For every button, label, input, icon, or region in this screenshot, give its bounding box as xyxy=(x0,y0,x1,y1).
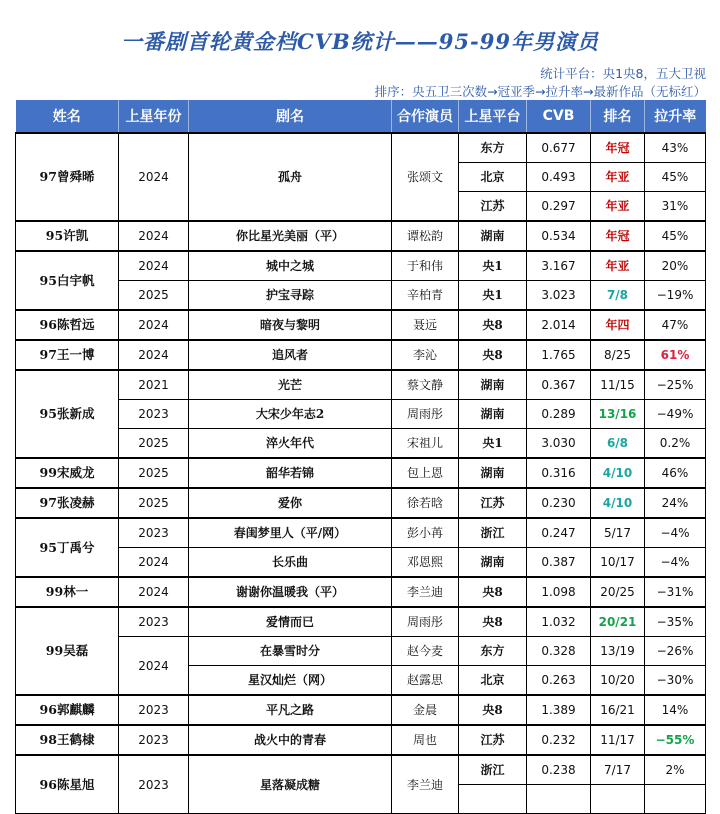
rank-cell: 年冠 xyxy=(591,133,645,163)
table-row xyxy=(16,488,706,518)
rank-cell: 20/21 xyxy=(591,607,645,637)
lift-cell: 45% xyxy=(645,221,706,251)
drama-cell: 追风者 xyxy=(189,340,392,370)
cvb-cell: 3.023 xyxy=(527,281,591,311)
rank-cell: 13/16 xyxy=(591,400,645,429)
header-rank: 排名 xyxy=(591,100,645,133)
cvb-cell: 0.328 xyxy=(527,637,591,666)
platform-cell: 东方 xyxy=(459,637,527,666)
year-cell: 2024 xyxy=(119,133,189,221)
actor-name-cell: 96陈哲远 xyxy=(16,310,119,340)
header-cvb: CVB xyxy=(527,100,591,133)
cvb-cell: 0.247 xyxy=(527,518,591,548)
rank-cell: 6/8 xyxy=(591,429,645,459)
platform-cell: 央1 xyxy=(459,281,527,311)
year-cell: 2024 xyxy=(119,548,189,578)
cvb-cell: 0.534 xyxy=(527,221,591,251)
rank-cell xyxy=(591,785,645,814)
actor-name-cell: 99宋威龙 xyxy=(16,458,119,488)
platform-cell: 湖南 xyxy=(459,400,527,429)
rank-cell: 年冠 xyxy=(591,221,645,251)
cvb-cell: 0.263 xyxy=(527,666,591,696)
cvb-cell: 2.014 xyxy=(527,310,591,340)
platform-cell xyxy=(459,785,527,814)
lift-cell: −35% xyxy=(645,607,706,637)
drama-cell: 暗夜与黎明 xyxy=(189,310,392,340)
rank-cell: 7/8 xyxy=(591,281,645,311)
rank-cell: 10/20 xyxy=(591,666,645,696)
platform-cell: 北京 xyxy=(459,666,527,696)
header-platform: 上星平台 xyxy=(459,100,527,133)
cvb-cell: 0.493 xyxy=(527,163,591,192)
lift-cell: −4% xyxy=(645,548,706,578)
rank-cell: 10/17 xyxy=(591,548,645,578)
lift-cell: −49% xyxy=(645,400,706,429)
lift-cell: 45% xyxy=(645,163,706,192)
cvb-cell xyxy=(527,785,591,814)
costar-cell: 蔡文静 xyxy=(392,370,459,400)
table-row xyxy=(16,251,706,281)
platform-cell: 江苏 xyxy=(459,192,527,222)
lift-cell: −30% xyxy=(645,666,706,696)
year-cell: 2024 xyxy=(119,340,189,370)
page-title: 一番剧首轮黄金档CVB统计——95-99年男演员 xyxy=(121,29,599,54)
drama-cell: 爱你 xyxy=(189,488,392,518)
cvb-cell: 1.389 xyxy=(527,695,591,725)
drama-cell: 光芒 xyxy=(189,370,392,400)
costar-cell: 周雨彤 xyxy=(392,400,459,429)
table-row xyxy=(16,429,706,459)
year-cell: 2024 xyxy=(119,637,189,696)
drama-cell: 韶华若锦 xyxy=(189,458,392,488)
subtitle-sorting: 排序：央五卫三次数→冠亚季→拉升率→最新作品（无标红） xyxy=(374,84,706,99)
drama-cell: 孤舟 xyxy=(189,133,392,221)
lift-cell: 43% xyxy=(645,133,706,163)
table-row xyxy=(16,695,706,725)
cvb-cell: 1.032 xyxy=(527,607,591,637)
drama-cell: 春闺梦里人（平/网） xyxy=(189,518,392,548)
year-cell: 2023 xyxy=(119,755,189,814)
rank-cell: 8/25 xyxy=(591,340,645,370)
table-row xyxy=(16,400,706,429)
table-row xyxy=(16,725,706,755)
rank-cell: 5/17 xyxy=(591,518,645,548)
costar-cell: 李兰迪 xyxy=(392,755,459,814)
costar-cell: 周也 xyxy=(392,725,459,755)
table-row xyxy=(16,458,706,488)
costar-cell: 金晨 xyxy=(392,695,459,725)
lift-cell: 46% xyxy=(645,458,706,488)
header-lift: 拉升率 xyxy=(645,100,706,133)
drama-cell: 战火中的青春 xyxy=(189,725,392,755)
rank-cell: 11/15 xyxy=(591,370,645,400)
actor-name-cell: 97曾舜晞 xyxy=(16,133,119,221)
header-drama: 剧名 xyxy=(189,100,392,133)
table-header-row xyxy=(16,100,706,133)
cvb-cell: 0.367 xyxy=(527,370,591,400)
cvb-cell: 3.030 xyxy=(527,429,591,459)
lift-cell: −55% xyxy=(645,725,706,755)
actor-name-cell: 97张凌赫 xyxy=(16,488,119,518)
costar-cell: 李兰迪 xyxy=(392,577,459,607)
rank-cell: 年四 xyxy=(591,310,645,340)
drama-cell: 星汉灿烂（网） xyxy=(189,666,392,696)
drama-cell: 长乐曲 xyxy=(189,548,392,578)
drama-cell: 在暴雪时分 xyxy=(189,637,392,666)
costar-cell: 张颂文 xyxy=(392,133,459,221)
table-row xyxy=(16,281,706,311)
platform-cell: 湖南 xyxy=(459,221,527,251)
rank-cell: 11/17 xyxy=(591,725,645,755)
actor-name-cell: 99林一 xyxy=(16,577,119,607)
lift-cell: −4% xyxy=(645,518,706,548)
lift-cell: −31% xyxy=(645,577,706,607)
year-cell: 2025 xyxy=(119,488,189,518)
platform-cell: 湖南 xyxy=(459,370,527,400)
drama-cell: 护宝寻踪 xyxy=(189,281,392,311)
year-cell: 2024 xyxy=(119,577,189,607)
actor-name-cell: 95丁禹兮 xyxy=(16,518,119,577)
costar-cell: 赵今麦 xyxy=(392,637,459,666)
drama-cell: 淬火年代 xyxy=(189,429,392,459)
costar-cell: 宋祖儿 xyxy=(392,429,459,459)
year-cell: 2025 xyxy=(119,458,189,488)
rank-cell: 4/10 xyxy=(591,458,645,488)
actor-name-cell: 98王鹤棣 xyxy=(16,725,119,755)
costar-cell: 赵露思 xyxy=(392,666,459,696)
lift-cell: −25% xyxy=(645,370,706,400)
header-year: 上星年份 xyxy=(119,100,189,133)
lift-cell: 0.2% xyxy=(645,429,706,459)
rank-cell: 20/25 xyxy=(591,577,645,607)
year-cell: 2023 xyxy=(119,518,189,548)
costar-cell: 谭松韵 xyxy=(392,221,459,251)
table-row xyxy=(16,637,706,666)
table-row xyxy=(16,548,706,578)
actor-name-cell: 96陈星旭 xyxy=(16,755,119,814)
drama-cell: 大宋少年志2 xyxy=(189,400,392,429)
drama-cell: 爱情而已 xyxy=(189,607,392,637)
platform-cell: 北京 xyxy=(459,163,527,192)
platform-cell: 央8 xyxy=(459,695,527,725)
costar-cell: 聂远 xyxy=(392,310,459,340)
platform-cell: 湖南 xyxy=(459,458,527,488)
year-cell: 2023 xyxy=(119,695,189,725)
year-cell: 2024 xyxy=(119,310,189,340)
table-body xyxy=(16,133,706,814)
drama-cell: 城中之城 xyxy=(189,251,392,281)
rank-cell: 年亚 xyxy=(591,192,645,222)
cvb-cell: 1.098 xyxy=(527,577,591,607)
lift-cell: 24% xyxy=(645,488,706,518)
cvb-cell: 3.167 xyxy=(527,251,591,281)
platform-cell: 浙江 xyxy=(459,755,527,785)
header-costar: 合作演员 xyxy=(392,100,459,133)
actor-name-cell: 95许凯 xyxy=(16,221,119,251)
table-row xyxy=(16,755,706,785)
lift-cell: 20% xyxy=(645,251,706,281)
lift-cell: 14% xyxy=(645,695,706,725)
costar-cell: 李沁 xyxy=(392,340,459,370)
table-row xyxy=(16,340,706,370)
year-cell: 2023 xyxy=(119,400,189,429)
costar-cell: 徐若晗 xyxy=(392,488,459,518)
cvb-cell: 0.230 xyxy=(527,488,591,518)
rank-cell: 7/17 xyxy=(591,755,645,785)
lift-cell: 31% xyxy=(645,192,706,222)
costar-cell: 辛柏青 xyxy=(392,281,459,311)
cvb-cell: 0.297 xyxy=(527,192,591,222)
year-cell: 2025 xyxy=(119,281,189,311)
actor-name-cell: 97王一博 xyxy=(16,340,119,370)
year-cell: 2023 xyxy=(119,725,189,755)
rank-cell: 13/19 xyxy=(591,637,645,666)
rank-cell: 年亚 xyxy=(591,251,645,281)
rank-cell: 年亚 xyxy=(591,163,645,192)
platform-cell: 央1 xyxy=(459,251,527,281)
drama-cell: 星落凝成糖 xyxy=(189,755,392,814)
year-cell: 2024 xyxy=(119,251,189,281)
subtitle-platforms: 统计平台：央1央8，五大卫视 xyxy=(540,66,706,81)
platform-cell: 浙江 xyxy=(459,518,527,548)
cvb-cell: 0.677 xyxy=(527,133,591,163)
costar-cell: 彭小苒 xyxy=(392,518,459,548)
year-cell: 2021 xyxy=(119,370,189,400)
lift-cell: −26% xyxy=(645,637,706,666)
costar-cell: 周雨彤 xyxy=(392,607,459,637)
table-row xyxy=(16,577,706,607)
cvb-cell: 0.316 xyxy=(527,458,591,488)
lift-cell xyxy=(645,785,706,814)
costar-cell: 邓恩熙 xyxy=(392,548,459,578)
cvb-cell: 0.387 xyxy=(527,548,591,578)
header-name: 姓名 xyxy=(16,100,119,133)
platform-cell: 央8 xyxy=(459,607,527,637)
platform-cell: 湖南 xyxy=(459,548,527,578)
actor-name-cell: 96郭麒麟 xyxy=(16,695,119,725)
cvb-cell: 0.238 xyxy=(527,755,591,785)
cvb-table xyxy=(15,100,706,814)
lift-cell: −19% xyxy=(645,281,706,311)
platform-cell: 东方 xyxy=(459,133,527,163)
platform-cell: 央8 xyxy=(459,577,527,607)
table-row xyxy=(16,607,706,637)
platform-cell: 江苏 xyxy=(459,725,527,755)
lift-cell: 2% xyxy=(645,755,706,785)
platform-cell: 江苏 xyxy=(459,488,527,518)
table-row xyxy=(16,221,706,251)
rank-cell: 16/21 xyxy=(591,695,645,725)
rank-cell: 4/10 xyxy=(591,488,645,518)
drama-cell: 谢谢你温暖我（平） xyxy=(189,577,392,607)
actor-name-cell: 95张新成 xyxy=(16,370,119,458)
cvb-cell: 0.232 xyxy=(527,725,591,755)
cvb-cell: 1.765 xyxy=(527,340,591,370)
actor-name-cell: 99吴磊 xyxy=(16,607,119,695)
drama-cell: 平凡之路 xyxy=(189,695,392,725)
costar-cell: 于和伟 xyxy=(392,251,459,281)
lift-cell: 61% xyxy=(645,340,706,370)
year-cell: 2025 xyxy=(119,429,189,459)
table-row xyxy=(16,518,706,548)
table-row xyxy=(16,370,706,400)
table-row xyxy=(16,310,706,340)
platform-cell: 央8 xyxy=(459,310,527,340)
cvb-cell: 0.289 xyxy=(527,400,591,429)
table-row xyxy=(16,133,706,163)
year-cell: 2023 xyxy=(119,607,189,637)
actor-name-cell: 95白宇帆 xyxy=(16,251,119,310)
costar-cell: 包上恩 xyxy=(392,458,459,488)
platform-cell: 央1 xyxy=(459,429,527,459)
platform-cell: 央8 xyxy=(459,340,527,370)
lift-cell: 47% xyxy=(645,310,706,340)
year-cell: 2024 xyxy=(119,221,189,251)
drama-cell: 你比星光美丽（平） xyxy=(189,221,392,251)
